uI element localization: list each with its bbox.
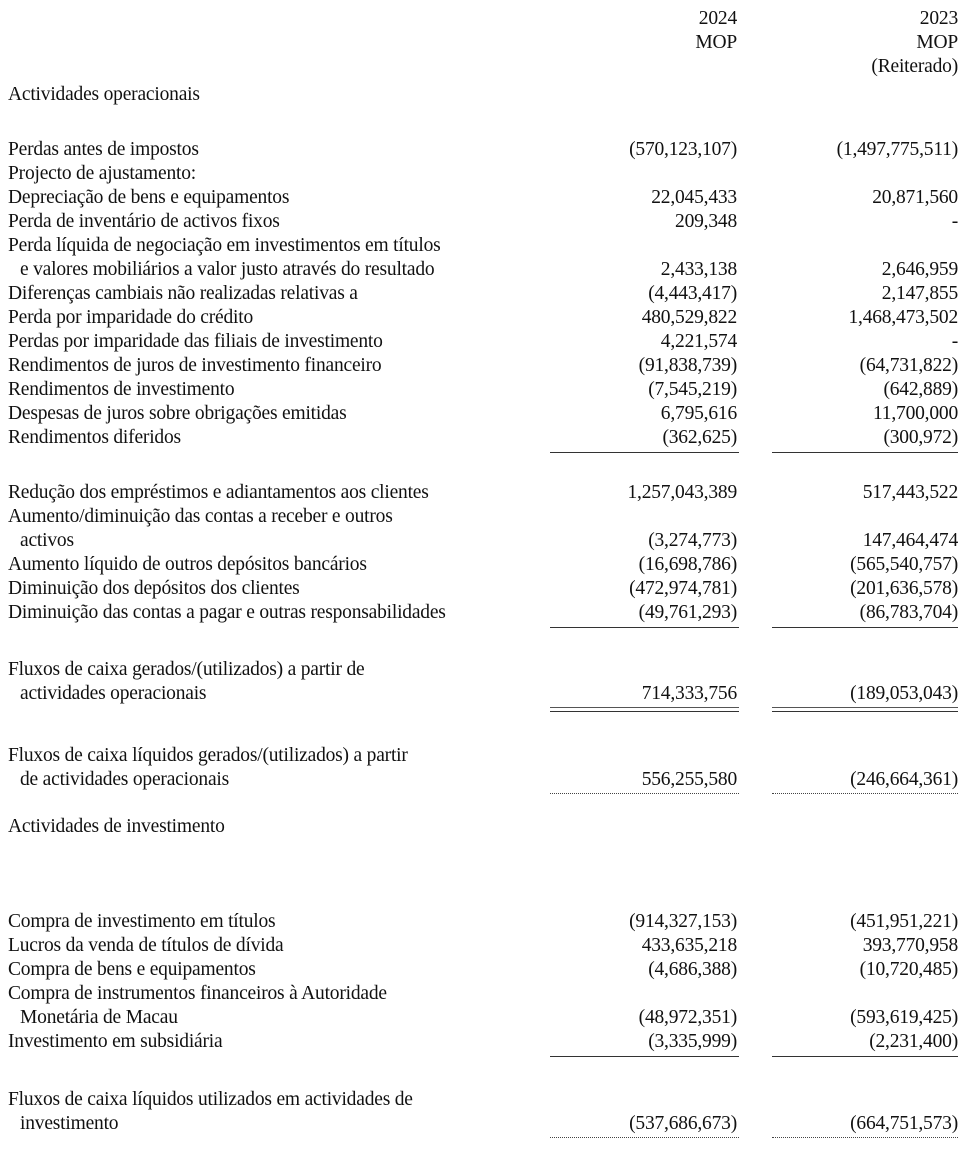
value-2024: (3,274,773) xyxy=(648,530,737,551)
statement-row xyxy=(0,934,964,958)
subtotal-rule xyxy=(772,627,958,628)
value-2023: (86,783,704) xyxy=(859,602,958,623)
section-title: Actividades operacionais xyxy=(8,84,200,105)
statement-row xyxy=(0,505,964,529)
statement-row xyxy=(0,306,964,330)
subtotal-rule xyxy=(772,1056,958,1057)
statement-row xyxy=(0,210,964,234)
row-label: Monetária de Macau xyxy=(20,1007,178,1028)
value-2024: 480,529,822 xyxy=(641,307,737,328)
section-title-investing xyxy=(0,815,964,839)
statement-row xyxy=(0,982,964,1006)
row-label: Perda por imparidade do crédito xyxy=(8,307,254,328)
value-2023: (246,664,361) xyxy=(850,769,958,790)
value-2023: (201,636,578) xyxy=(850,578,958,599)
value-2023: (10,720,485) xyxy=(859,959,958,980)
value-2023: (300,972) xyxy=(883,427,958,448)
statement-row xyxy=(0,529,964,553)
row-label: Rendimentos de juros de investimento financeiro xyxy=(8,355,382,376)
value-2023: 393,770,958 xyxy=(862,935,958,956)
header-currency-row xyxy=(0,31,964,55)
section-title-operating xyxy=(0,83,964,107)
value-2023: 517,443,522 xyxy=(862,482,958,503)
row-label: Rendimentos diferidos xyxy=(8,427,181,448)
row-label: Fluxos de caixa gerados/(utilizados) a partir de xyxy=(8,659,365,680)
value-2024: (362,625) xyxy=(662,427,737,448)
row-label: Diferenças cambiais não realizadas relativas a xyxy=(8,283,358,304)
value-2023: 1,468,473,502 xyxy=(848,307,958,328)
value-2023: (1,497,775,511) xyxy=(836,139,958,160)
value-2023: 20,871,560 xyxy=(872,187,958,208)
row-label: de actividades operacionais xyxy=(20,769,230,790)
row-label: Perdas por imparidade das filiais de investimento xyxy=(8,331,383,352)
row-label: Rendimentos de investimento xyxy=(8,379,235,400)
row-label: Aumento líquido de outros depósitos bancários xyxy=(8,554,367,575)
value-2023: - xyxy=(951,331,958,352)
value-2023: (664,751,573) xyxy=(850,1113,958,1134)
section-title: Actividades de investimento xyxy=(8,816,225,837)
subtotal-rule xyxy=(550,452,739,453)
statement-row xyxy=(0,330,964,354)
statement-row xyxy=(0,577,964,601)
value-2024: (4,443,417) xyxy=(648,283,737,304)
statement-row xyxy=(0,1006,964,1030)
total-rule xyxy=(550,793,739,794)
statement-row xyxy=(0,1088,964,1112)
value-2024: 714,333,756 xyxy=(641,683,737,704)
header-year-2024: 2024 xyxy=(698,8,737,29)
value-2023: 147,464,474 xyxy=(862,530,958,551)
header-currency-2024: MOP xyxy=(695,32,737,53)
value-2024: (570,123,107) xyxy=(629,139,737,160)
row-label: Compra de instrumentos financeiros à Autoridade xyxy=(8,983,387,1004)
statement-row xyxy=(0,186,964,210)
row-label: Perdas antes de impostos xyxy=(8,139,199,160)
total-double-rule xyxy=(772,707,958,712)
value-2024: (16,698,786) xyxy=(638,554,737,575)
row-label: Investimento em subsidiária xyxy=(8,1031,223,1052)
statement-row xyxy=(0,1030,964,1054)
value-2023: (189,053,043) xyxy=(850,683,958,704)
statement-row xyxy=(0,354,964,378)
statement-row xyxy=(0,138,964,162)
row-label: Depreciação de bens e equipamentos xyxy=(8,187,290,208)
value-2024: 2,433,138 xyxy=(660,259,737,280)
value-2024: (4,686,388) xyxy=(648,959,737,980)
statement-row xyxy=(0,481,964,505)
header-year-row xyxy=(0,7,964,31)
row-label: activos xyxy=(20,530,74,551)
statement-row xyxy=(0,258,964,282)
value-2024: 556,255,580 xyxy=(641,769,737,790)
statement-row xyxy=(0,910,964,934)
total-row xyxy=(0,682,964,706)
header-currency-2023: MOP xyxy=(916,32,958,53)
value-2024: 1,257,043,389 xyxy=(627,482,737,503)
statement-row xyxy=(0,282,964,306)
row-label: Redução dos empréstimos e adiantamentos aos clientes xyxy=(8,482,429,503)
value-2023: (451,951,221) xyxy=(850,911,958,932)
value-2024: 433,635,218 xyxy=(641,935,737,956)
statement-row xyxy=(0,744,964,768)
row-label: Fluxos de caixa líquidos gerados/(utilizados) a partir xyxy=(8,745,408,766)
row-label: Projecto de ajustamento: xyxy=(8,163,196,184)
value-2024: (914,327,153) xyxy=(629,911,737,932)
value-2024: 6,795,616 xyxy=(660,403,737,424)
row-label: Aumento/diminuição das contas a receber e outros xyxy=(8,506,393,527)
value-2023: - xyxy=(951,211,958,232)
value-2024: (7,545,219) xyxy=(648,379,737,400)
total-rule xyxy=(550,1137,739,1138)
row-label: Perda líquida de negociação em investimentos em títulos xyxy=(8,235,441,256)
statement-row xyxy=(0,658,964,682)
row-label: Despesas de juros sobre obrigações emitidas xyxy=(8,403,347,424)
value-2024: (3,335,999) xyxy=(648,1031,737,1052)
value-2023: (2,231,400) xyxy=(869,1031,958,1052)
row-label: Fluxos de caixa líquidos utilizados em actividades de xyxy=(8,1089,413,1110)
total-rule xyxy=(772,793,958,794)
value-2024: 22,045,433 xyxy=(651,187,737,208)
value-2023: 2,147,855 xyxy=(881,283,958,304)
header-year-2023: 2023 xyxy=(919,8,958,29)
row-label: Diminuição das contas a pagar e outras responsabilidades xyxy=(8,602,446,623)
value-2024: (91,838,739) xyxy=(638,355,737,376)
statement-row xyxy=(0,402,964,426)
header-restated-note: (Reiterado) xyxy=(871,56,958,77)
subtotal-rule xyxy=(772,452,958,453)
statement-row xyxy=(0,958,964,982)
row-label: Lucros da venda de títulos de dívida xyxy=(8,935,284,956)
statement-row xyxy=(0,234,964,258)
subtotal-rule xyxy=(550,1056,739,1057)
statement-row xyxy=(0,601,964,625)
row-label: Diminuição dos depósitos dos clientes xyxy=(8,578,300,599)
total-rule xyxy=(772,1137,958,1138)
value-2024: 4,221,574 xyxy=(660,331,737,352)
total-double-rule xyxy=(550,707,739,712)
row-label: actividades operacionais xyxy=(20,683,207,704)
value-2023: (642,889) xyxy=(883,379,958,400)
header-note-row xyxy=(0,55,964,79)
total-row xyxy=(0,1112,964,1136)
statement-row xyxy=(0,553,964,577)
value-2023: (593,619,425) xyxy=(850,1007,958,1028)
statement-row xyxy=(0,426,964,450)
value-2024: (537,686,673) xyxy=(629,1113,737,1134)
statement-row xyxy=(0,378,964,402)
subtotal-rule xyxy=(550,627,739,628)
value-2023: (565,540,757) xyxy=(850,554,958,575)
value-2023: 2,646,959 xyxy=(881,259,958,280)
value-2024: (472,974,781) xyxy=(629,578,737,599)
value-2024: (48,972,351) xyxy=(638,1007,737,1028)
value-2024: (49,761,293) xyxy=(638,602,737,623)
value-2023: (64,731,822) xyxy=(859,355,958,376)
value-2023: 11,700,000 xyxy=(872,403,958,424)
value-2024: 209,348 xyxy=(675,211,737,232)
row-label: investimento xyxy=(20,1113,119,1134)
row-label: Compra de bens e equipamentos xyxy=(8,959,256,980)
row-label: Perda de inventário de activos fixos xyxy=(8,211,280,232)
total-row xyxy=(0,768,964,792)
statement-row xyxy=(0,162,964,186)
row-label: e valores mobiliários a valor justo através do resultado xyxy=(20,259,435,280)
row-label: Compra de investimento em títulos xyxy=(8,911,276,932)
